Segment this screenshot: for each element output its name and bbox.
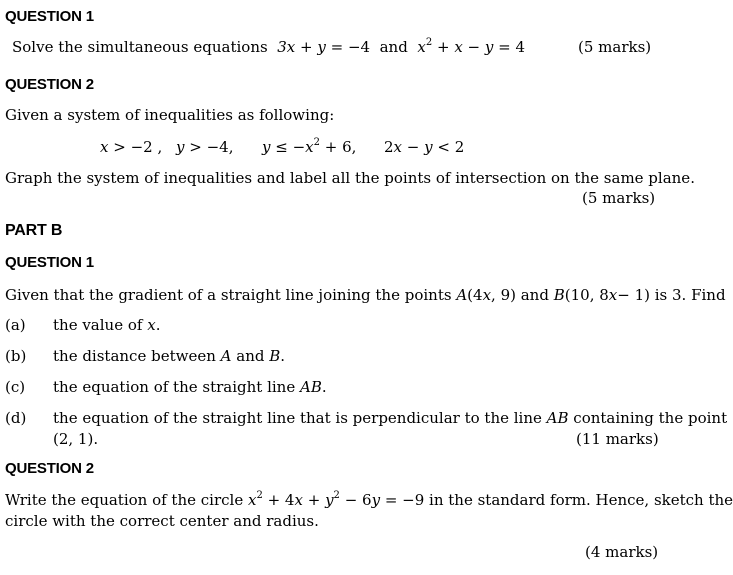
b-q1-marks: (11 marks) xyxy=(576,430,659,448)
b-q1-item-c-label: (c) xyxy=(5,378,26,396)
q1-marks: (5 marks) xyxy=(578,38,652,56)
q1-equation-2: $x^2 + x - y = 4$ xyxy=(417,37,526,56)
b-q1-item-d-label: (d) xyxy=(5,409,27,427)
b-q1-item-d: the equation of the straight line that is perpendicular to the line AB containing the point xyxy=(53,409,728,427)
q2-inequality-2: y > −4, xyxy=(176,138,234,156)
b-q1-item-c: the equation of the straight line AB. xyxy=(53,378,327,396)
part-b-question-2-heading: QUESTION 2 xyxy=(5,460,94,477)
q2-intro: Given a system of inequalities as following: xyxy=(5,106,335,124)
b-q1-item-b: the distance between A and B. xyxy=(53,347,286,365)
b-q2-marks: (4 marks) xyxy=(585,543,659,561)
q2-instruction: Graph the system of inequalities and label all the points of intersection on the same plane. xyxy=(5,169,695,187)
b-q1-item-a: the value of x. xyxy=(53,316,161,334)
b-q1-item-a-label: (a) xyxy=(5,316,26,334)
b-q2-line2: circle with the correct center and radius. xyxy=(5,512,319,530)
b-q1-item-d-line2: (2, 1). xyxy=(53,430,99,448)
q2-inequality-4: 2x − y < 2 xyxy=(384,138,465,156)
q1-prompt-text: Solve the simultaneous equations xyxy=(12,38,268,56)
q1-conjunction: and xyxy=(379,38,408,56)
q2-marks: (5 marks) xyxy=(582,189,656,207)
q1-prompt xyxy=(12,38,525,56)
b-q1-item-b-label: (b) xyxy=(5,347,27,365)
q2-inequality-3: $y \le -x^2 + 6$, xyxy=(262,137,357,156)
part-b-title: PART B xyxy=(5,222,63,239)
b-q1-intro: Given that the gradient of a straight line joining the points A(4x, 9) and B(10, 8x− 1) is 3. Find xyxy=(5,286,726,304)
q1-equation-1: 3x + y = −4 xyxy=(277,38,371,56)
b-q2-line1: Write the equation of the circle $x^2 + 4x + y^2 - 6y = -9$ in the standard form. Hence, sketch the xyxy=(5,490,733,509)
part-b-question-1-heading: QUESTION 1 xyxy=(5,254,94,271)
question-1-heading: QUESTION 1 xyxy=(5,8,94,25)
question-2-heading: QUESTION 2 xyxy=(5,76,94,93)
q2-inequality-1: x > −2 , xyxy=(100,138,163,156)
